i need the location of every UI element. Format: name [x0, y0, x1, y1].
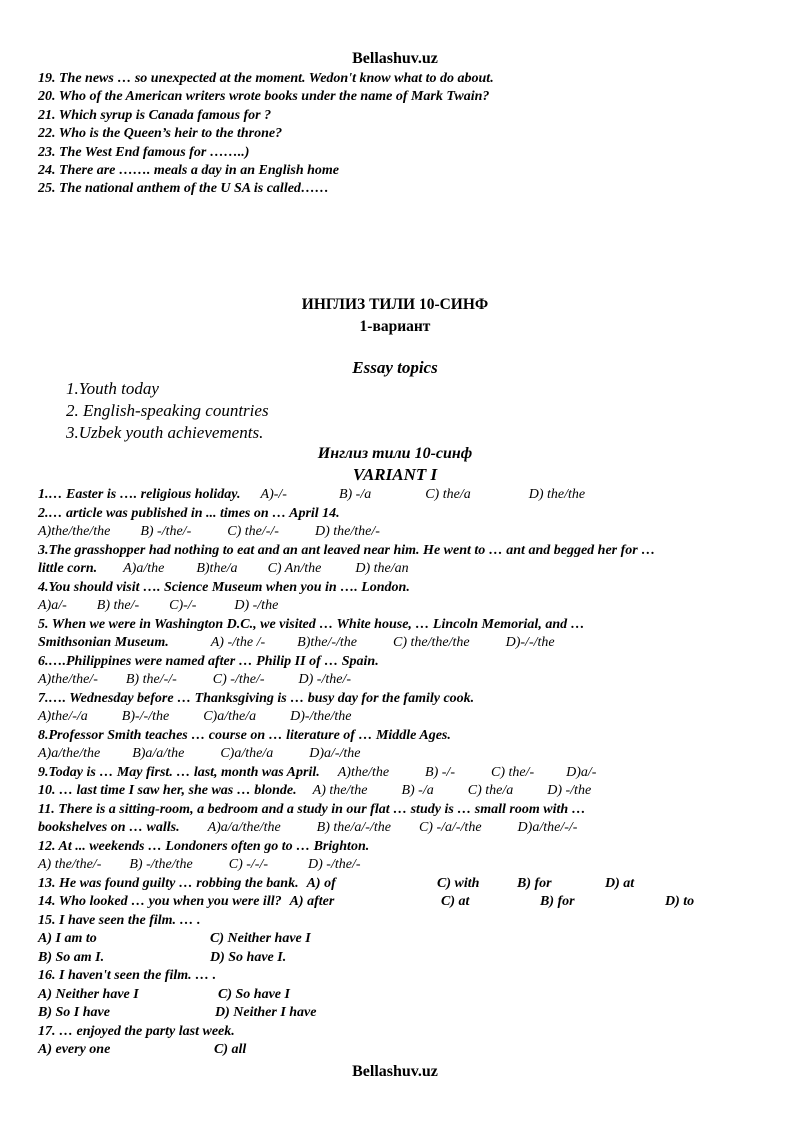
- question-8: [38, 728, 655, 747]
- site-header: Bellashuv.uz: [352, 50, 438, 67]
- option: D) -/the/-: [308, 857, 361, 872]
- option: A) of: [306, 875, 336, 891]
- question-6-options: [38, 672, 655, 691]
- option: A)-/-: [260, 487, 287, 502]
- intro-question: 20. Who of the American writers wrote books under the name of Mark Twain?: [38, 89, 490, 105]
- option: B) for: [540, 894, 575, 909]
- option: C) at: [441, 894, 470, 909]
- question-7-options: [38, 709, 655, 728]
- option: C) the/a: [467, 783, 514, 798]
- question-text: 14. Who looked … you when you were ill?: [38, 894, 282, 909]
- option: D) Neither I have: [215, 1005, 317, 1020]
- intro-question-list: [38, 70, 494, 199]
- option: A)a/a/the/the: [207, 820, 281, 835]
- option: B) So I have: [38, 1005, 110, 1020]
- option: C) the/-: [490, 764, 535, 780]
- option: A) -/the /-: [210, 635, 266, 650]
- question-text: 4.You should visit …. Science Museum when you in …. London.: [38, 579, 410, 595]
- intro-question: 23. The West End famous for ……..): [38, 144, 250, 160]
- option: C)-/-: [169, 598, 197, 613]
- question-list: [38, 487, 695, 1061]
- question-16: [38, 968, 655, 987]
- question-16-options-row2: [38, 1005, 655, 1024]
- essay-heading: Essay topics: [352, 358, 438, 377]
- intro-question: 21. Which syrup is Canada famous for ?: [38, 107, 272, 123]
- option: C)a/the/a: [203, 709, 257, 724]
- option: A) I am to: [38, 931, 97, 946]
- option: D) at: [605, 875, 635, 891]
- option: D)a/-/the: [309, 746, 361, 761]
- question-6: [38, 654, 655, 673]
- option: B)a/a/the: [132, 746, 185, 761]
- option: A)a/-: [38, 598, 67, 613]
- option: C) -/a/-/the: [418, 820, 482, 835]
- option: A) the/the/-: [38, 857, 102, 872]
- question-2: [38, 506, 655, 525]
- option: A)the/the/-: [38, 672, 98, 687]
- question-text-cont: Smithsonian Museum.: [38, 635, 169, 650]
- option: C) -/the/-: [212, 672, 265, 687]
- option: D)-/-/the: [505, 635, 555, 650]
- option: B) -/the/the: [129, 857, 193, 872]
- question-16-options-row1: [38, 987, 655, 1006]
- option: C) with: [437, 875, 480, 891]
- question-17-options-row1: [38, 1042, 655, 1061]
- intro-question: 25. The national anthem of the U SA is called……: [38, 181, 329, 197]
- question-10: [38, 783, 655, 802]
- essay-topic: 3.Uzbek youth achievements.: [66, 423, 264, 442]
- question-text: 15. I have seen the film. … .: [38, 912, 201, 928]
- question-12-options: [38, 857, 655, 876]
- question-7: [38, 691, 655, 710]
- option: C) the/-/-: [227, 524, 279, 539]
- option: A)a/the: [123, 561, 165, 576]
- question-13: [38, 876, 655, 895]
- option: C) the/the/the: [393, 635, 470, 650]
- option: B) -/a: [338, 487, 372, 502]
- question-11-cont: [38, 820, 655, 839]
- intro-question: 22. Who is the Queen’s heir to the throne?: [38, 126, 283, 142]
- option: D) to: [665, 894, 695, 909]
- option: B) -/-: [425, 764, 455, 780]
- question-text: 1.… Easter is …. religious holiday.: [38, 487, 241, 502]
- question-text: 5. When we were in Washington D.C., we visited … White house, … Lincoln Memorial, and …: [38, 616, 585, 632]
- question-text: 2.… article was published in ... times on … April 14.: [38, 505, 340, 521]
- option: D) -/the/-: [298, 672, 351, 687]
- option: C) the/a: [425, 487, 471, 502]
- option: C) So have I: [218, 986, 290, 1002]
- option: B)-/-/the: [121, 709, 170, 724]
- option: C) -/-/-: [228, 857, 269, 872]
- question-text: 11. There is a sitting-room, a bedroom and a study in our flat … study is … small room with …: [38, 801, 586, 817]
- option: A) Neither have I: [38, 986, 139, 1002]
- question-text: 9.Today is … May first. … last, month was April.: [38, 764, 320, 780]
- intro-question: 24. There are ……. meals a day in an English home: [38, 163, 340, 179]
- option: D) the/an: [355, 561, 409, 576]
- question-14: [38, 894, 695, 913]
- option: A) the/the: [312, 783, 368, 798]
- variant-label: 1-вариант: [359, 318, 431, 335]
- question-text: 13. He was found guilty … robbing the bank.: [38, 875, 299, 891]
- option: B) So am I.: [38, 949, 105, 965]
- option: B) for: [517, 875, 552, 891]
- option: D)a/-: [566, 764, 597, 780]
- question-5: [38, 617, 655, 636]
- question-5-cont: [38, 635, 655, 654]
- question-1: [38, 487, 655, 506]
- option: B)the/a: [196, 561, 238, 576]
- question-text: 6.….Philippines were named after … Philip II of … Spain.: [38, 653, 379, 669]
- option: A) after: [289, 894, 335, 909]
- question-8-options: [38, 746, 655, 765]
- option: B) -/a: [401, 783, 434, 798]
- question-text: 3.The grasshopper had nothing to eat and an ant leaved near him. He went to … ant and begged her for …: [38, 542, 656, 558]
- option: C) Neither have I: [210, 931, 311, 946]
- question-15: [38, 913, 655, 932]
- question-4-options: [38, 598, 655, 617]
- option: D)-/the/the: [290, 709, 352, 724]
- page-title: ИНГЛИЗ ТИЛИ 10-СИНФ: [301, 296, 489, 313]
- subtitle: Инглиз тили 10-синф: [317, 445, 473, 462]
- essay-topic: 1.Youth today: [66, 379, 159, 398]
- variant-heading: VARIANT I: [352, 465, 438, 484]
- question-15-options-row2: [38, 950, 655, 969]
- option: D) the/the/-: [314, 524, 380, 539]
- option: B) the/-/-: [125, 672, 177, 687]
- option: B) -/the/-: [140, 524, 192, 539]
- option: D) -/the: [234, 598, 279, 613]
- intro-question: 19. The news … so unexpected at the moment. Wedon't know what to do about.: [38, 71, 494, 86]
- option: D) the/the: [528, 487, 586, 502]
- question-text: 10. … last time I saw her, she was … blonde.: [38, 783, 297, 798]
- question-text-cont: bookshelves on … walls.: [38, 820, 180, 835]
- option: B)the/-/the: [297, 635, 358, 650]
- option: A)the/the: [337, 764, 390, 780]
- question-3: [38, 543, 655, 562]
- question-11: [38, 802, 655, 821]
- option: D) -/the: [547, 783, 592, 798]
- question-9: [38, 765, 655, 784]
- option: B) the/a/-/the: [316, 820, 391, 835]
- option: C) An/the: [267, 561, 322, 576]
- question-4: [38, 580, 655, 599]
- option: B) the/-: [96, 598, 140, 613]
- option: A)the/-/a: [38, 709, 88, 724]
- option: A)the/the/the: [38, 524, 111, 539]
- option: D)a/the/-/-: [517, 820, 578, 835]
- question-text: 17. … enjoyed the party last week.: [38, 1023, 235, 1039]
- essay-topic: 2. English-speaking countries: [66, 401, 269, 420]
- option: A)a/the/the: [38, 746, 101, 761]
- question-text: 7.…. Wednesday before … Thanksgiving is … busy day for the family cook.: [38, 690, 475, 706]
- question-12: [38, 839, 655, 858]
- question-text: 12. At ... weekends … Londoners often go to … Brighton.: [38, 838, 370, 854]
- question-17: [38, 1024, 655, 1043]
- question-3-cont: [38, 561, 655, 580]
- question-text-cont: little corn.: [38, 561, 98, 576]
- question-text: 16. I haven't seen the film. … .: [38, 968, 217, 983]
- option: C)a/the/a: [220, 746, 274, 761]
- option: D) So have I.: [210, 949, 287, 965]
- question-15-options-row1: [38, 931, 655, 950]
- question-2-options: [38, 524, 655, 543]
- site-footer: Bellashuv.uz: [352, 1063, 438, 1080]
- option: C) all: [214, 1042, 247, 1057]
- option: A) every one: [38, 1042, 111, 1057]
- question-text: 8.Professor Smith teaches … course on … literature of … Middle Ages.: [38, 727, 451, 743]
